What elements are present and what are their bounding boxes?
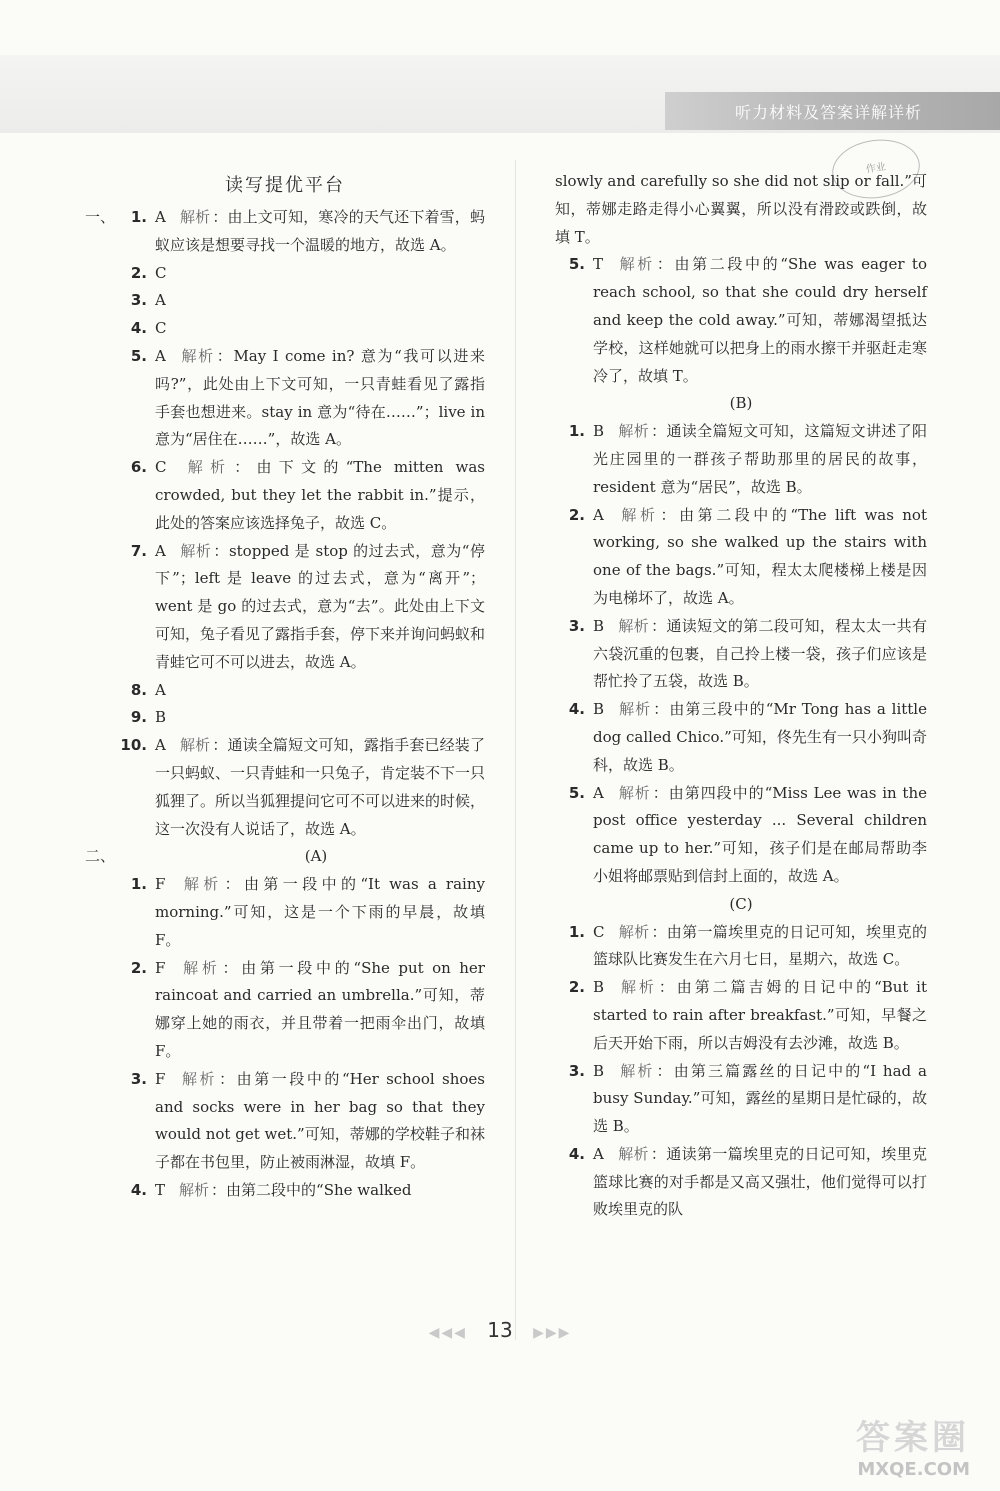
answer-item: [85, 955, 485, 1066]
analysis-text: 通读第一篇埃里克的日记可知，埃里克篮球比赛的对手都是又高又强壮，他们觉得可以打败埃里克的队: [593, 1144, 927, 1219]
item-number: 5.: [130, 346, 147, 365]
sub-title-b: (B): [729, 394, 753, 413]
analysis-text: 通读全篇短文可知，露指手套已经装了一只蚂蚁、一只青蛙和一只兔子，肯定装不下一只狐狸了。所以当狐狸提问它可不可以进来的时候，这一次没有人说话了，故选 A。: [155, 736, 486, 838]
item-body: [155, 315, 485, 343]
item-number: 5.: [568, 255, 585, 274]
items-b-list: [555, 418, 927, 891]
items-c-list: [555, 919, 927, 1225]
item-answer: C: [155, 263, 167, 282]
part-prefix: [85, 538, 117, 677]
continuation-body: slowly and carefully so she did not slip or fall.”可知，蒂娜走路走得小心翼翼，所以没有滑跤或跌倒，故填 T。: [555, 172, 927, 246]
answer-item: [85, 538, 485, 677]
answer-item: [85, 454, 485, 537]
right-arrows-icon: ▶▶▶: [533, 1325, 572, 1341]
analysis-label: 解析: [179, 875, 223, 894]
item-number: 1.: [568, 922, 585, 941]
part-prefix: [85, 260, 117, 288]
part-prefix: [85, 287, 117, 315]
part-prefix: [85, 343, 117, 454]
item-answer: C: [155, 458, 167, 477]
item-body: [155, 287, 485, 315]
answer-item: [555, 974, 927, 1057]
section-title: 读写提优平台: [225, 175, 345, 196]
analysis-text: 通读全篇短文可知，这篇短文讲述了阳光庄园里的一群孩子帮助那里的居民的故事，resident 意为“居民”，故选 B。: [593, 422, 927, 496]
answer-item: [555, 418, 927, 501]
analysis-label: 解析: [179, 1180, 210, 1199]
item-answer: A: [155, 291, 166, 310]
analysis-label: 解析: [180, 458, 233, 477]
part-prefix: [85, 1066, 117, 1177]
answer-item: [85, 315, 485, 343]
item-body: A 解析 ：由第二段中的“The lift was not working, so she walked up the stairs with one of the bags.”可知，程太太爬楼梯上楼是因为电梯坏了，故选 A。: [593, 505, 927, 607]
item-answer: A: [155, 346, 166, 365]
part2-header: [85, 843, 485, 871]
answer-item: [555, 502, 927, 613]
left-column: [85, 168, 485, 1205]
item-answer: B: [593, 700, 605, 719]
item-body: A 解析 ：通读第一篇埃里克的日记可知，埃里克篮球比赛的对手都是又高又强壮，他们觉得可以打败埃里克的队: [593, 1144, 927, 1219]
analysis-label: 解析: [618, 1061, 655, 1080]
analysis-label: 解析: [617, 505, 659, 524]
stamp-mark: 作业: [828, 134, 923, 204]
item-body: A 解析 ：通读全篇短文可知，露指手套已经装了一只蚂蚁、一只青蛙和一只兔子，肯定装不下一只狐狸了。所以当狐狸提问它可不可以进来的时候，这一次没有人说话了，故选 A。: [155, 736, 486, 838]
analysis-label: 解析: [179, 958, 221, 977]
item-number: 1.: [568, 422, 585, 441]
item-number: 2.: [568, 505, 585, 524]
column-divider: [515, 160, 516, 1340]
item-number: 6.: [130, 458, 147, 477]
analysis-text: 由第一段中的“She put on her raincoat and carried an umbrella.”可知，蒂娜穿上她的雨衣，并且带着一把雨伞出门，故填 F。: [155, 958, 485, 1060]
items-a-list: [555, 251, 927, 390]
analysis-text: 由第二篇吉姆的日记中的“But it started to rain after breakfast.”可知，早餐之后天开始下雨，所以吉姆没有去沙滩，故选 B。: [593, 978, 927, 1052]
watermark-logo: [790, 1410, 970, 1480]
analysis-label: 解析: [179, 736, 211, 755]
item-number: 4.: [130, 1180, 147, 1199]
analysis-label: 解析: [179, 208, 211, 226]
answer-item: [555, 251, 927, 390]
continuation-text: [555, 168, 927, 251]
item-answer: F: [155, 958, 166, 977]
part-prefix: [85, 315, 117, 343]
part2-list: [85, 871, 485, 1205]
item-answer: B: [593, 1061, 605, 1080]
analysis-label: 解析: [179, 346, 215, 365]
analysis-text: 由第三篇露丝的日记中的“I had a busy Sunday.”可知，露丝的星期日是忙碌的，故选 B。: [593, 1061, 927, 1136]
part-prefix: [85, 1177, 117, 1205]
part-prefix: [85, 704, 117, 732]
item-number: 2.: [130, 958, 147, 977]
analysis-label: 解析: [618, 922, 650, 941]
item-number: 4.: [568, 1144, 585, 1163]
item-number: 2.: [568, 978, 585, 997]
answer-item: [85, 204, 485, 260]
item-number: 3.: [130, 291, 147, 310]
item-body: T 解析 ：由第二段中的“She was eager to reach school, so that she could dry herself and keep the cold away.”可知，蒂娜渴望抵达学校，这样她就可以把身上的雨水擦干并驱赶走寒冷了，故填 T。: [593, 255, 927, 385]
item-body: C 解析 ：由下文的“The mitten was crowded, but they let the rabbit in.”提示，此处的答案应该选择兔子，故选 C。: [155, 458, 485, 532]
answer-item: [555, 1141, 927, 1224]
part-prefix: [85, 677, 117, 705]
analysis-text: 由第一段中的“Her school shoes and socks were in her bag so that they would not get wet.”可知，蒂娜的学校鞋子和袜子都在书包里，防止被雨淋湿，故填 F。: [155, 1069, 485, 1172]
watermark-url: MXQE.COM: [857, 1459, 970, 1480]
analysis-label: 解析: [618, 422, 650, 441]
item-answer: B: [593, 978, 605, 997]
item-number: 9.: [130, 708, 147, 727]
item-answer: B: [593, 422, 605, 441]
analysis-label: 解析: [179, 541, 212, 560]
answer-item: [85, 1066, 485, 1177]
item-body: A 解析 ：May I come in? 意为“我可以进来吗?”，此处由上下文可知，一只青蛙看见了露指手套也想进来。stay in 意为“待在……”；live in 意为“居住在……”，故选 A。: [155, 346, 485, 449]
item-answer: B: [155, 708, 167, 727]
item-answer: T: [155, 1180, 166, 1199]
item-number: 2.: [130, 263, 147, 282]
item-body: A 解析 ：stopped 是 stop 的过去式，意为“停下”；left 是 leave 的过去式，意为“离开”；went 是 go 的过去式，意为“去”。此处由上下文可知，兔子看见了露指手套，停下来并询问蚂蚁和青蛙它可不可以进去，故选 A。: [155, 541, 486, 671]
item-number: 4.: [568, 700, 585, 719]
analysis-label: 解析: [179, 1069, 218, 1088]
item-answer: A: [155, 208, 166, 226]
item-answer: A: [155, 541, 166, 560]
item-number: 7.: [130, 541, 147, 560]
item-body: A 解析 ：由上文可知，寒冷的天气还下着雪，蚂蚁应该是想要寻找一个温暖的地方，故选 A。: [155, 208, 485, 254]
analysis-text: 由第二段中的“She walked: [226, 1180, 412, 1199]
item-answer: A: [593, 1144, 604, 1163]
item-body: B 解析 ：由第三篇露丝的日记中的“I had a busy Sunday.”可知，露丝的星期日是忙碌的，故选 B。: [593, 1061, 927, 1136]
item-body: B 解析 ：由第二篇吉姆的日记中的“But it started to rain after breakfast.”可知，早餐之后天开始下雨，所以吉姆没有去沙滩，故选 B。: [593, 978, 927, 1052]
analysis-text: May I come in? 意为“我可以进来吗?”，此处由上下文可知，一只青蛙看见了露指手套也想进来。stay in 意为“待在……”；live in 意为“居住在……”，故选 A。: [155, 346, 485, 449]
item-answer: F: [155, 875, 166, 894]
answer-item: [555, 696, 927, 779]
item-body: F 解析 ：由第一段中的“It was a rainy morning.”可知，这是一个下雨的早晨，故填 F。: [155, 875, 485, 949]
item-body: B 解析 ：通读全篇短文可知，这篇短文讲述了阳光庄园里的一群孩子帮助那里的居民的故事，resident 意为“居民”，故选 B。: [593, 422, 927, 496]
watermark-cn: 答案圈: [856, 1418, 970, 1458]
answer-item: [85, 260, 485, 288]
item-number: 3.: [568, 1061, 585, 1080]
part-prefix: 一、: [85, 208, 116, 226]
item-number: 8.: [130, 680, 147, 699]
item-answer: A: [155, 680, 166, 699]
analysis-text: 通读短文的第二段可知，程太太一共有六袋沉重的包裹，自己拎上楼一袋，孩子们应该是帮忙拎了五袋，故选 B。: [593, 616, 927, 691]
item-answer: A: [155, 736, 166, 755]
item-answer: F: [155, 1069, 166, 1088]
answer-item: [85, 287, 485, 315]
answer-item: [85, 871, 485, 954]
part2-prefix: 二、: [85, 847, 116, 866]
part-prefix: [85, 955, 117, 1066]
item-body: C 解析 ：由第一篇埃里克的日记可知，埃里克的篮球队比赛发生在六月七日，星期六，故选 C。: [593, 922, 927, 969]
answer-item: [555, 1058, 927, 1141]
sub-title-a: (A): [304, 847, 328, 866]
analysis-text: 由第四段中的“Miss Lee was in the post office yesterday ... Several children came up to her.”可知，孩子们是在邮局帮助李小姐将邮票贴到信封上面的，故选 A。: [593, 783, 927, 885]
answer-item: [555, 919, 927, 975]
analysis-text: 由第一段中的“It was a rainy morning.”可知，这是一个下雨的早晨，故填 F。: [155, 875, 485, 949]
item-body: B 解析 ：由第三段中的“Mr Tong has a little dog called Chico.”可知，佟先生有一只小狗叫奇科，故选 B。: [593, 700, 927, 774]
item-body: T 解析 ：由第二段中的“She walked: [155, 1180, 412, 1199]
analysis-label: 解析: [618, 978, 657, 997]
item-number: 3.: [130, 1069, 147, 1088]
item-answer: A: [593, 783, 604, 802]
item-answer: B: [593, 616, 605, 635]
answer-item: [85, 343, 485, 454]
part-prefix: [85, 871, 117, 954]
analysis-label: 解析: [618, 700, 652, 719]
analysis-text: 由第三段中的“Mr Tong has a little dog called Chico.”可知，佟先生有一只小狗叫奇科，故选 B。: [593, 700, 927, 774]
item-number: 4.: [130, 319, 147, 338]
item-body: [155, 704, 485, 732]
answer-item: [85, 704, 485, 732]
right-column: [555, 168, 927, 1224]
answer-item: [555, 613, 927, 696]
analysis-label: 解析: [617, 783, 651, 802]
item-number: 5.: [568, 783, 585, 802]
analysis-text: 由第一篇埃里克的日记可知，埃里克的篮球队比赛发生在六月七日，星期六，故选 C。: [593, 922, 927, 969]
page-number: 13: [487, 1318, 513, 1342]
answer-item: [555, 780, 927, 891]
analysis-text: stopped 是 stop 的过去式，意为“停下”；left 是 leave 的过去式，意为“离开”；went 是 go 的过去式，意为“去”。此处由上下文可知，兔子看见了露指手套，停下来并询问蚂蚁和青蛙它可不可以进去，故选 A。: [155, 541, 486, 671]
item-number: 10.: [120, 736, 147, 755]
item-body: B 解析 ：通读短文的第二段可知，程太太一共有六袋沉重的包裹，自己拎上楼一袋，孩子们应该是帮忙拎了五袋，故选 B。: [593, 616, 927, 691]
header-band: 听力材料及答案详解详析: [665, 92, 1000, 130]
item-number: 1.: [130, 875, 147, 894]
answer-item: [85, 732, 485, 843]
part-prefix: [85, 454, 117, 537]
analysis-text: 由上文可知，寒冷的天气还下着雪，蚂蚁应该是想要寻找一个温暖的地方，故选 A。: [155, 208, 485, 254]
item-body: [155, 677, 485, 705]
item-number: 1.: [130, 208, 147, 226]
left-arrows-icon: ◀◀◀: [428, 1325, 467, 1341]
item-number: 3.: [568, 616, 585, 635]
item-answer: C: [593, 922, 605, 941]
analysis-label: 解析: [617, 1144, 649, 1163]
item-body: F 解析 ：由第一段中的“Her school shoes and socks were in her bag so that they would not get wet.”可知，蒂娜的学校鞋子和袜子都在书包里，防止被雨淋湿，故填 F。: [155, 1069, 485, 1172]
page-footer: [0, 1318, 1000, 1342]
item-body: F 解析 ：由第一段中的“She put on her raincoat and carried an umbrella.”可知，蒂娜穿上她的雨衣，并且带着一把雨伞出门，故填 F。: [155, 958, 485, 1060]
sub-title-c: (C): [729, 894, 753, 913]
analysis-label: 解析: [617, 255, 655, 274]
item-body: [155, 260, 485, 288]
analysis-text: 由第二段中的“The lift was not working, so she walked up the stairs with one of the bags.”可知，程太太爬楼梯上楼是因为电梯坏了，故选 A。: [593, 505, 927, 607]
answer-item: [85, 1177, 485, 1205]
item-body: A 解析 ：由第四段中的“Miss Lee was in the post office yesterday ... Several children came up to her.”可知，孩子们是在邮局帮助李小姐将邮票贴到信封上面的，故选 A。: [593, 783, 927, 885]
part-prefix: [85, 732, 117, 843]
analysis-text: 由第二段中的“She was eager to reach school, so that she could dry herself and keep the cold away.”可知，蒂娜渴望抵达学校，这样她就可以把身上的雨水擦干并驱赶走寒冷了，故填 T。: [593, 255, 927, 385]
analysis-label: 解析: [618, 616, 650, 635]
answer-item: [85, 677, 485, 705]
part1-list: [85, 204, 485, 843]
item-answer: C: [155, 319, 167, 338]
item-answer: A: [593, 505, 604, 524]
analysis-text: 由下文的“The mitten was crowded, but they let the rabbit in.”提示，此处的答案应该选择兔子，故选 C。: [155, 458, 485, 532]
item-answer: T: [593, 255, 604, 274]
